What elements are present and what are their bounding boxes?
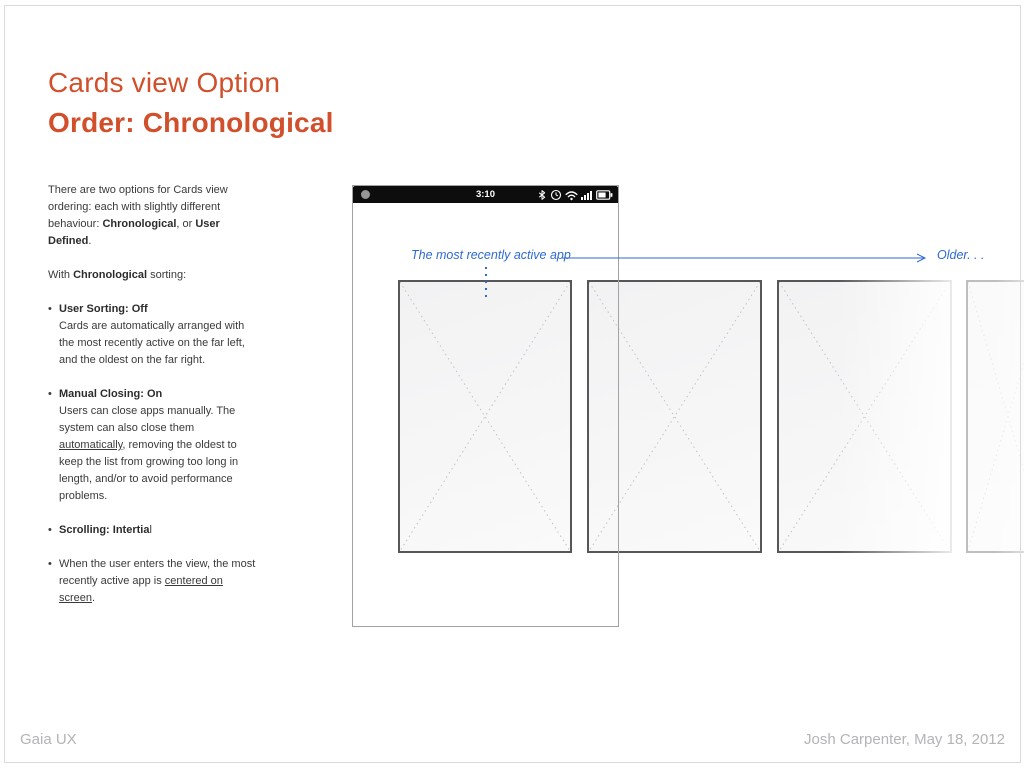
app-card-placeholder	[777, 280, 952, 553]
description-column	[48, 182, 260, 624]
placeholder-x-icon	[779, 282, 950, 551]
app-card-placeholder	[966, 280, 1024, 553]
footer-project-label: Gaia UX	[20, 731, 77, 748]
paragraph: With Chronological sorting:	[48, 269, 187, 281]
bullet-item: • When the user enters the view, the most recently active app is centered on screen.	[48, 558, 256, 604]
page-title: Cards view Option	[48, 67, 281, 98]
status-bar	[353, 186, 618, 203]
annotation-arrow-line	[558, 250, 938, 266]
placeholder-x-icon	[968, 282, 1024, 551]
bullet-item: • Scrolling: Intertial	[48, 522, 260, 539]
status-time: 3:10	[475, 189, 495, 200]
bullet-item: • Manual Closing: On Users can close apps manually. The system can also close them automatically, removing the oldest to keep the list from growing too long in length, and/or to avoid performance problems.	[48, 388, 239, 502]
annotation-most-recent-label: The most recently active app	[411, 248, 571, 262]
bullet-marker: •	[48, 303, 52, 315]
footer-author-date: Josh Carpenter, May 18, 2012	[804, 731, 1005, 748]
annotation-older-label: Older. . .	[937, 248, 985, 262]
bullet-item: • User Sorting: Off Cards are automatically arranged with the most recently active on the far left, and the oldest on the far right.	[48, 303, 245, 366]
bullet-marker: •	[48, 388, 52, 400]
annotation-dotted-pointer	[485, 267, 487, 300]
paragraph: There are two options for Cards view ordering: each with slightly different behaviour: Chronological, or User Defined.	[48, 184, 228, 247]
bullet-marker: •	[48, 558, 52, 570]
bullet-marker: •	[48, 524, 52, 536]
page-subtitle: Order: Chronological	[48, 107, 334, 138]
